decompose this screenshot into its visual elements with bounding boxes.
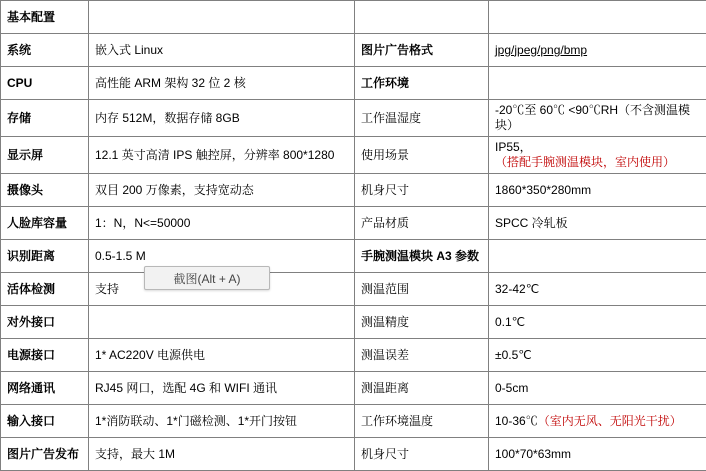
table-body — [1, 1, 706, 471]
table-row — [1, 306, 706, 339]
table-cell: -20℃至 60℃ <90℃RH（不含测温模块） — [489, 100, 706, 137]
highlighted-note: （搭配手腕测温模块，室内使用） — [495, 155, 675, 169]
table-row — [1, 174, 706, 207]
table-cell: 1*消防联动、1*门磁检测、1*开门按钮 — [89, 405, 355, 438]
table-cell: 手腕测温模块 A3 参数 — [355, 240, 489, 273]
table-cell: 1：N，N<=50000 — [89, 207, 355, 240]
table-cell: 显示屏 — [1, 137, 89, 174]
table-cell: CPU — [1, 67, 89, 100]
table-cell: 基本配置 — [1, 1, 89, 34]
table-cell: 产品材质 — [355, 207, 489, 240]
screenshot-hint-label: 截图(Alt + A) — [173, 270, 240, 287]
table-cell: 工作温湿度 — [355, 100, 489, 137]
table-cell: 机身尺寸 — [355, 174, 489, 207]
table-cell: 系统 — [1, 34, 89, 67]
table-cell — [89, 306, 355, 339]
table-cell: SPCC 冷轧板 — [489, 207, 706, 240]
table-cell — [355, 1, 489, 34]
table-cell: 1* AC220V 电源供电 — [89, 339, 355, 372]
table-cell: 12.1 英寸高清 IPS 触控屏，分辨率 800*1280 — [89, 137, 355, 174]
table-cell: 测温误差 — [355, 339, 489, 372]
table-row — [1, 372, 706, 405]
table-cell: 0.1℃ — [489, 306, 706, 339]
table-cell: 支持，最大 1M — [89, 438, 355, 471]
table-cell: 使用场景 — [355, 137, 489, 174]
table-row — [1, 67, 706, 100]
table-cell — [489, 240, 706, 273]
table-cell: 100*70*63mm — [489, 438, 706, 471]
table-cell — [489, 1, 706, 34]
table-cell: 测温精度 — [355, 306, 489, 339]
table-cell: 高性能 ARM 架构 32 位 2 核 — [89, 67, 355, 100]
table-cell: 网络通讯 — [1, 372, 89, 405]
table-row — [1, 438, 706, 471]
table-row — [1, 339, 706, 372]
table-cell: jpg/jpeg/png/bmp — [489, 34, 706, 67]
table-cell: 工作环境温度 — [355, 405, 489, 438]
highlighted-note: （室内无风、无阳光干扰） — [538, 414, 682, 428]
table-cell: 对外接口 — [1, 306, 89, 339]
table-cell: 图片广告发布 — [1, 438, 89, 471]
table-cell: IP55，（搭配手腕测温模块，室内使用） — [489, 137, 706, 174]
table-row — [1, 100, 706, 137]
table-cell: RJ45 网口，选配 4G 和 WIFI 通讯 — [89, 372, 355, 405]
table-cell: 0-5cm — [489, 372, 706, 405]
table-cell: 内存 512M，数据存储 8GB — [89, 100, 355, 137]
table-cell: 测温范围 — [355, 273, 489, 306]
table-cell: 人脸库容量 — [1, 207, 89, 240]
table-cell: 机身尺寸 — [355, 438, 489, 471]
table-row — [1, 1, 706, 34]
table-cell: 电源接口 — [1, 339, 89, 372]
table-row — [1, 405, 706, 438]
table-row — [1, 137, 706, 174]
table-cell: ±0.5℃ — [489, 339, 706, 372]
table-row — [1, 240, 706, 273]
table-cell: 测温距离 — [355, 372, 489, 405]
table-row — [1, 273, 706, 306]
table-cell — [89, 1, 355, 34]
table-cell: 10-36℃（室内无风、无阳光干扰） — [489, 405, 706, 438]
table-cell: 32-42℃ — [489, 273, 706, 306]
table-row — [1, 34, 706, 67]
table-cell: 图片广告格式 — [355, 34, 489, 67]
table-cell: 输入接口 — [1, 405, 89, 438]
table-cell: 摄像头 — [1, 174, 89, 207]
screenshot-hint-overlay[interactable] — [144, 266, 270, 290]
table-cell: 1860*350*280mm — [489, 174, 706, 207]
table-cell: 活体检测 — [1, 273, 89, 306]
table-cell: 嵌入式 Linux — [89, 34, 355, 67]
table-cell: 存储 — [1, 100, 89, 137]
table-cell — [489, 67, 706, 100]
table-cell: 识别距离 — [1, 240, 89, 273]
table-cell: 双目 200 万像素，支持宽动态 — [89, 174, 355, 207]
table-cell: 支持 — [89, 273, 355, 306]
table-cell: 0.5-1.5 M — [89, 240, 355, 273]
table-cell: 工作环境 — [355, 67, 489, 100]
table-row — [1, 207, 706, 240]
